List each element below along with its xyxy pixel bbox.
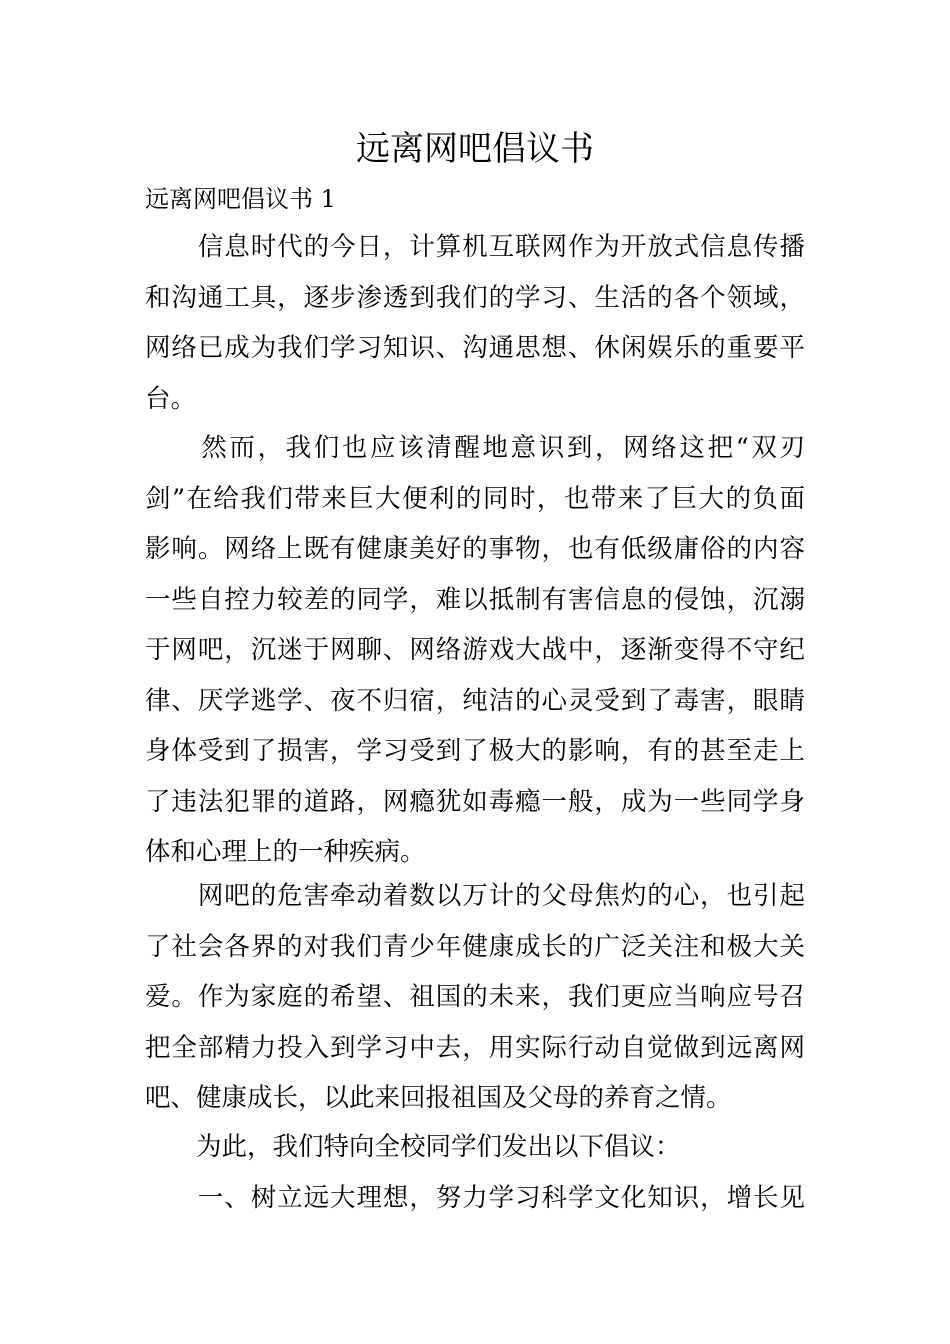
paragraph-2 bbox=[145, 423, 805, 878]
text-line: 为此，我们特向全校同学们发出以下倡议： bbox=[145, 1132, 681, 1162]
document-title: 远离网吧倡议书 bbox=[356, 129, 594, 169]
text-line: 一些自控力较差的同学，难以抵制有害信息的侵蚀，沉溺 bbox=[145, 584, 805, 615]
text-line: 把全部精力投入到学习中去，用实际行动自觉做到远离网 bbox=[145, 1032, 805, 1063]
text-line: 影响。网络上既有健康美好的事物，也有低级庸俗的内容 bbox=[145, 534, 805, 564]
paragraph-4 bbox=[145, 1122, 805, 1173]
text-line: 和沟通工具，逐步渗透到我们的学习、生活的各个领域， bbox=[145, 282, 805, 313]
text-line: 一、树立远大理想，努力学习科学文化知识，增长见 bbox=[145, 1183, 805, 1213]
text-line: 网吧的危害牵动着数以万计的父母焦灼的心，也引起 bbox=[145, 881, 805, 911]
paragraph-3 bbox=[145, 871, 805, 1124]
text-line: 于网吧，沉迷于网聊、网络游戏大战中，逐渐变得不守纪 bbox=[145, 635, 805, 665]
text-line: 身体受到了损害，学习受到了极大的影响，有的甚至走上 bbox=[145, 736, 805, 766]
text-line: 律、厌学逃学、夜不归宿，纯洁的心灵受到了毒害，眼睛 bbox=[145, 685, 805, 716]
text-line: 剑”在给我们带来巨大便利的同时，也带来了巨大的负面 bbox=[145, 483, 805, 514]
paragraph-5 bbox=[145, 1173, 805, 1224]
text-line: 了违法犯罪的道路，网瘾犹如毒瘾一般，成为一些同学身 bbox=[145, 786, 805, 817]
text-line: 然而，我们也应该清醒地意识到，网络这把“双刃 bbox=[145, 433, 805, 463]
text-line: 爱。作为家庭的希望、祖国的未来，我们更应当响应号召 bbox=[145, 982, 805, 1012]
text-line: 了社会各界的对我们青少年健康成长的广泛关注和极大关 bbox=[145, 931, 805, 962]
text-line: 台。 bbox=[145, 383, 197, 414]
text-line: 网络已成为我们学习知识、沟通思想、休闲娱乐的重要平 bbox=[145, 333, 805, 363]
paragraph-1 bbox=[145, 222, 805, 424]
document-subtitle: 远离网吧倡议书 1 bbox=[145, 185, 336, 213]
text-line: 信息时代的今日，计算机互联网作为开放式信息传播 bbox=[145, 232, 805, 262]
text-line: 体和心理上的一种疾病。 bbox=[145, 837, 426, 867]
text-line: 吧、健康成长，以此来回报祖国及父母的养育之情。 bbox=[145, 1083, 732, 1113]
